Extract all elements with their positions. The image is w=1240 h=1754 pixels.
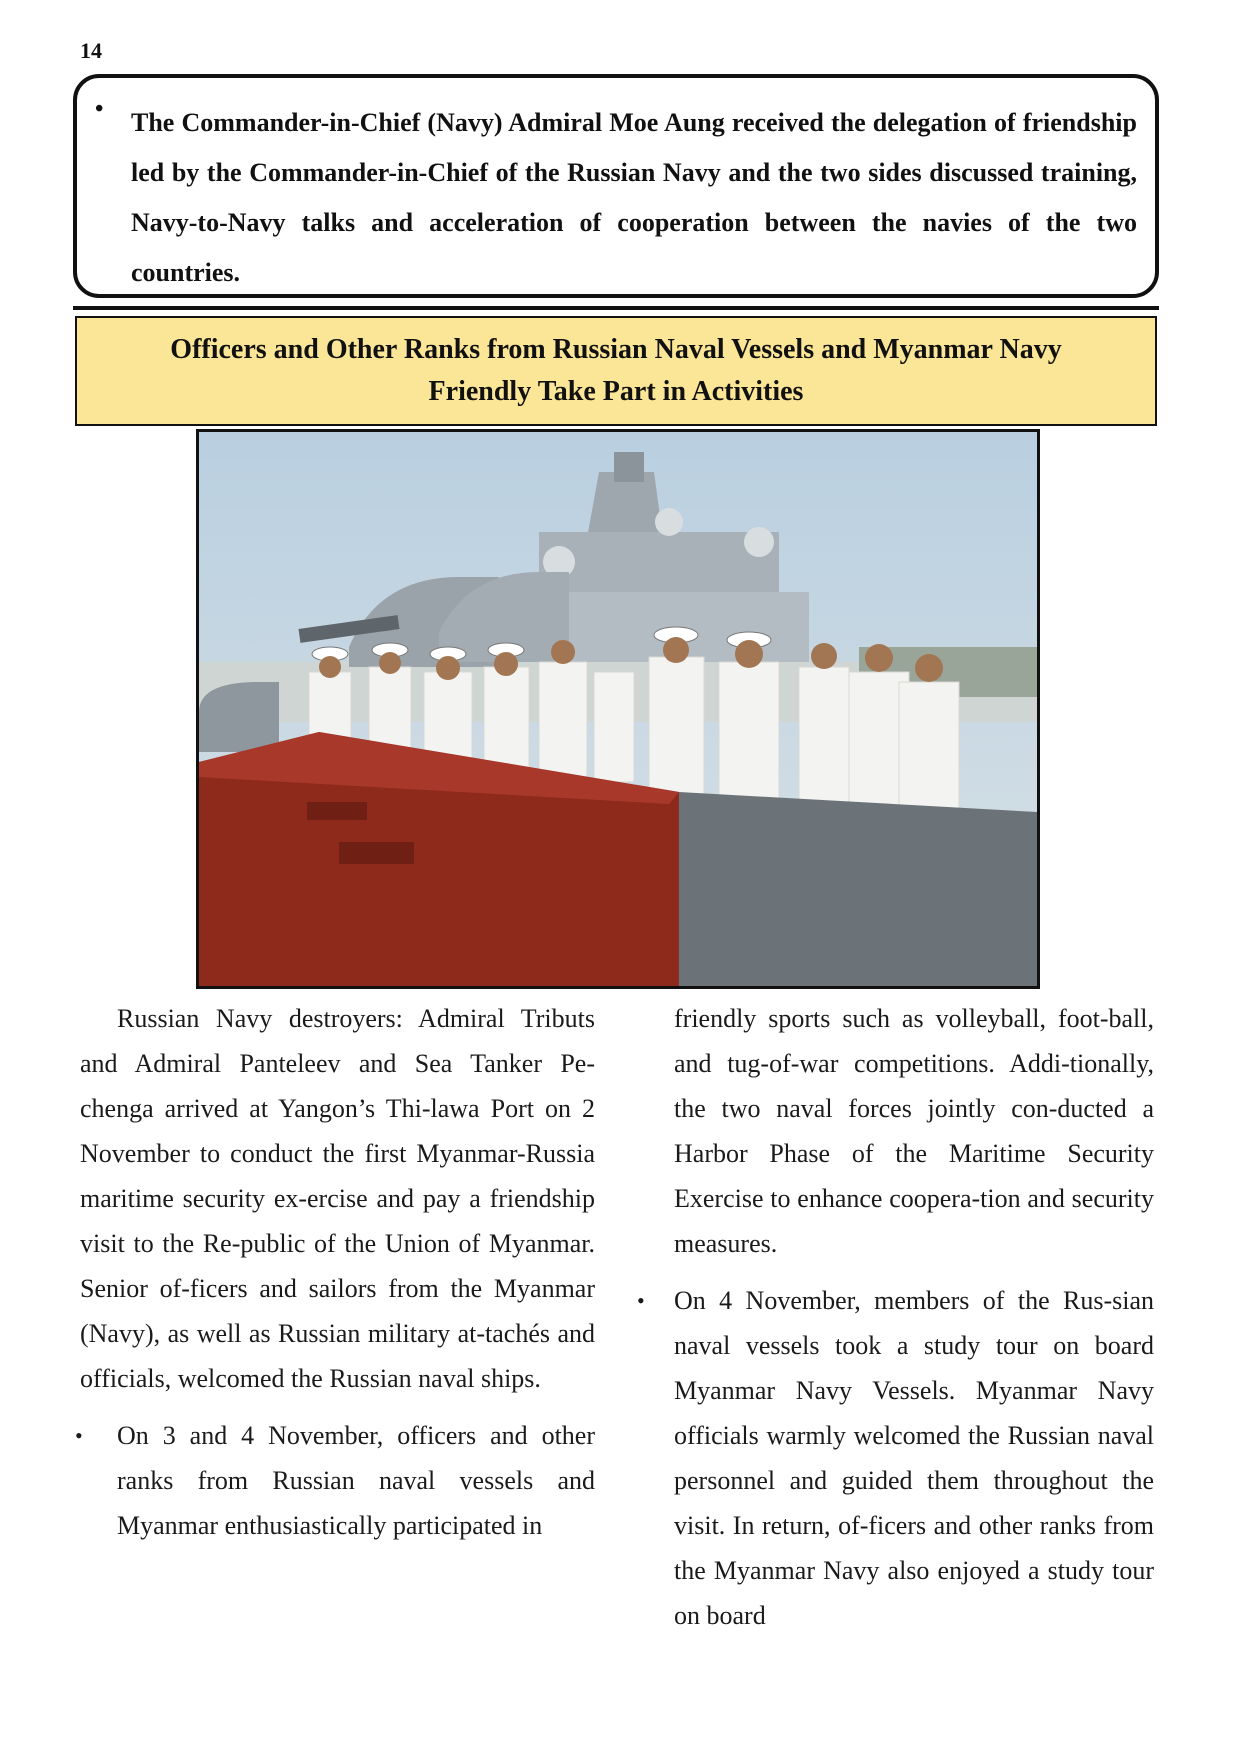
section-heading-line1: Officers and Other Ranks from Russian Naval Vessels and Myanmar Navy (170, 334, 1062, 365)
article-right-column (637, 996, 1154, 1638)
section-heading-line2: Friendly Take Part in Activities (428, 376, 804, 407)
ship-photo-illustration (199, 432, 1037, 986)
article-bullet-item (75, 1413, 595, 1548)
article-bullet-item (637, 1278, 1154, 1638)
article-paragraph-continued: friendly sports such as volleyball, foot-ball, and tug-of-war competitions. Addi-tionally, the two naval forces jointly con-ducted a Harbor Phase of the Maritime Security Exercise to enhance coopera-tion and security measures. (674, 1004, 1154, 1258)
section-heading-box (75, 316, 1157, 426)
ship-photo (196, 429, 1040, 989)
bullet-icon: • (95, 96, 104, 122)
bullet-icon: • (637, 1288, 645, 1313)
article-bullet-text: On 4 November, members of the Rus-sian naval vessels took a study tour on board Myanmar Navy Vessels. Myanmar Navy officials warmly welcomed the Russian naval personnel and guided them throughout the visit. In return, of-ficers and other ranks from the Myanmar Navy also enjoyed a study tour on board (674, 1286, 1154, 1630)
page-number: 14 (80, 38, 102, 63)
divider-rule (73, 306, 1159, 310)
callout-text: The Commander-in-Chief (Navy) Admiral Moe Aung received the delegation of friendship led by the Commander-in-Chief of the Russian Navy and the two sides discussed training, Navy-to-Navy talks and acceleration of cooperation between the navies of the two countries. (131, 108, 1137, 287)
article-paragraph: Russian Navy destroyers: Admiral Tributs and Admiral Panteleev and Sea Tanker Pe-chenga arrived at Yangon’s Thi-lawa Port on 2 November to conduct the first Myanmar-Russia maritime security ex-ercise and pay a friendship visit to the Re-public of the Union of Myanmar. Senior of-ficers and sailors from the Myanmar (Navy), as well as Russian military at-tachés and officials, welcomed the Russian naval ships. (80, 1004, 595, 1393)
article-left-column (75, 996, 595, 1548)
article-bullet-text: On 3 and 4 November, officers and other ranks from Russian naval vessels and Myanmar enthusiastically participated in (117, 1421, 595, 1540)
bullet-icon: • (75, 1423, 83, 1448)
summary-callout (73, 74, 1159, 298)
section-heading (140, 329, 1091, 413)
